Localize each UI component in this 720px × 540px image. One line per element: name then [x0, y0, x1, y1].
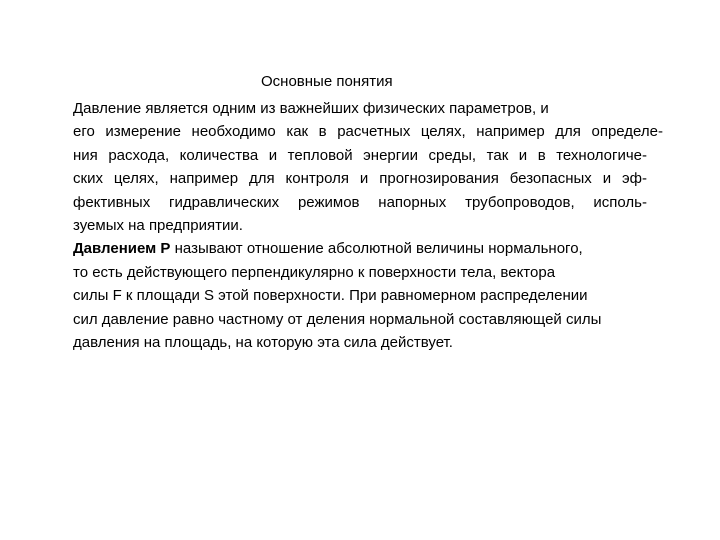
definition-line: сил давление равно частному от деления нормальной составляющей силы: [73, 310, 602, 328]
slide-title: Основные понятия: [261, 73, 393, 90]
definition-line: давления на площадь, на которую эта сила действует.: [73, 333, 453, 351]
paragraph-line: ских целях, например для контроля и прогнозирования безопасных и эф-: [73, 170, 647, 188]
paragraph-line: ния расхода, количества и тепловой энергии среды, так и в технологиче-: [73, 146, 647, 164]
paragraph-line: Давление является одним из важнейших физических параметров, и: [73, 100, 549, 117]
paragraph-line: его измерение необходимо как в расчетных целях, например для определе-: [73, 123, 663, 141]
definition-line: силы F к площади S этой поверхности. При равномерном распределении: [73, 287, 588, 305]
definition-term: Давлением: [73, 240, 157, 258]
definition-text: называют отношение абсолютной величины нормального,: [170, 240, 583, 258]
slide-body: [73, 97, 673, 354]
definition-line: [73, 237, 673, 260]
paragraph-line: фективных гидравлических режимов напорных трубопроводов, исполь-: [73, 193, 647, 211]
paragraph-line: зуемых на предприятии.: [73, 216, 243, 234]
definition-symbol: Р: [160, 240, 171, 258]
definition-line: то есть действующего перпендикулярно к поверхности тела, вектора: [73, 263, 556, 281]
